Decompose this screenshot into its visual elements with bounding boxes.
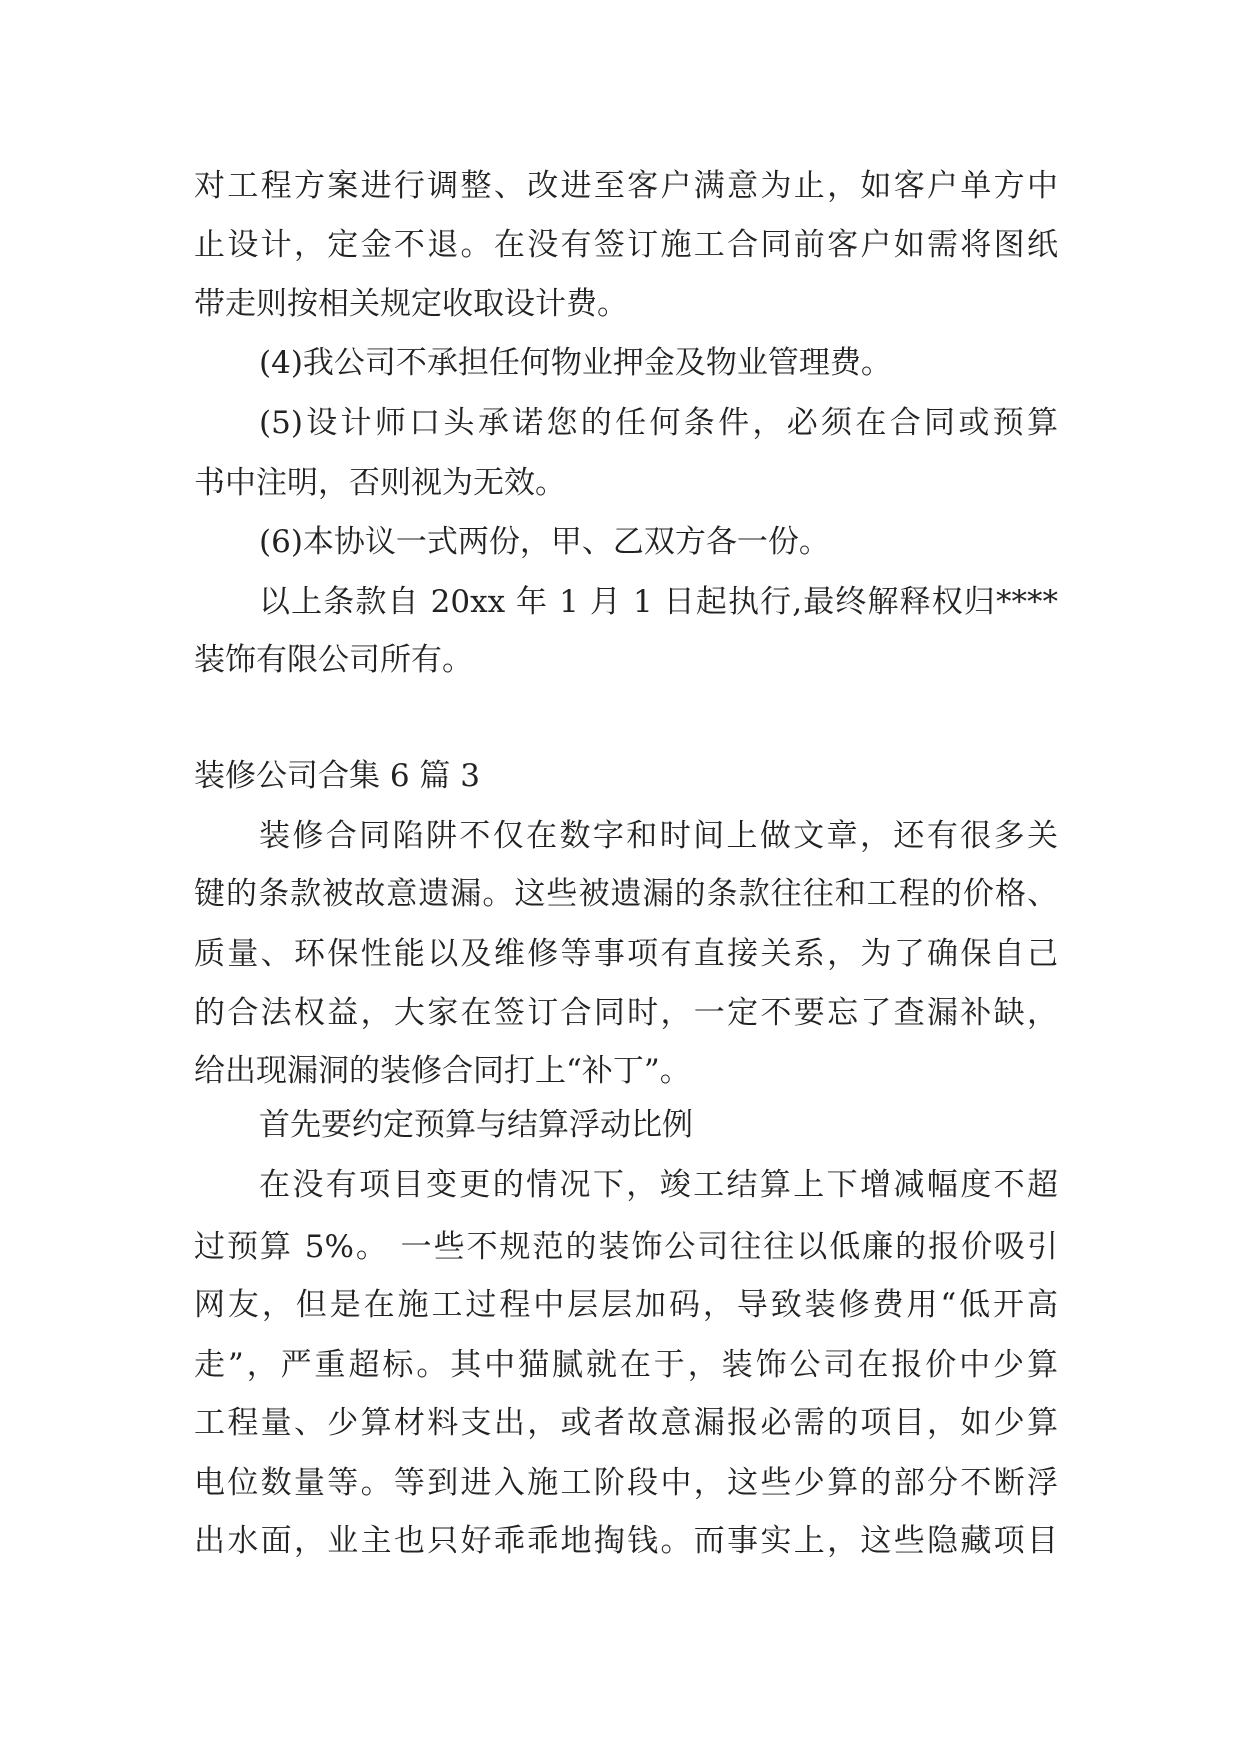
paragraph-line: 质量、环保性能以及维修等事项有直接关系，为了确保自己 xyxy=(194,936,1058,972)
list-item-4: (4)我公司不承担任何物业押金及物业管理费。 xyxy=(259,345,892,381)
paragraph-line: 带走则按相关规定收取设计费。 xyxy=(194,286,628,322)
list-item-5-continued: 书中注明，否则视为无效。 xyxy=(194,465,566,501)
list-item-6: (6)本协议一式两份，甲、乙双方各一份。 xyxy=(259,524,830,560)
closing-line: 装饰有限公司所有。 xyxy=(194,642,473,678)
closing-line: 以上条款自 20xx 年 1 月 1 日起执行,最终解释权归**** xyxy=(259,584,1058,620)
list-item-5: (5)设计师口头承诺您的任何条件，必须在合同或预算 xyxy=(259,405,1058,441)
paragraph-line: 出水面，业主也只好乖乖地掏钱。而事实上，这些隐藏项目 xyxy=(194,1523,1058,1559)
paragraph-line: 走”，严重超标。其中猫腻就在于，装饰公司在报价中少算 xyxy=(194,1347,1058,1383)
paragraph-line: 键的条款被故意遗漏。这些被遗漏的条款往往和工程的价格、 xyxy=(194,876,1058,912)
paragraph-line: 过预算 5%。 一些不规范的装饰公司往往以低廉的报价吸引 xyxy=(194,1229,1058,1265)
subheading: 首先要约定预算与结算浮动比例 xyxy=(259,1107,693,1143)
paragraph-line: 工程量、少算材料支出，或者故意漏报必需的项目，如少算 xyxy=(194,1405,1058,1441)
paragraph-line: 止设计，定金不退。在没有签订施工合同前客户如需将图纸 xyxy=(194,227,1058,263)
paragraph-line: 给出现漏洞的装修合同打上“补丁”。 xyxy=(194,1053,691,1089)
paragraph-line: 网友，但是在施工过程中层层加码，导致装修费用“低开高 xyxy=(194,1287,1058,1323)
paragraph-line: 对工程方案进行调整、改进至客户满意为止，如客户单方中 xyxy=(194,168,1058,204)
paragraph-line: 在没有项目变更的情况下，竣工结算上下增减幅度不超 xyxy=(259,1167,1058,1203)
paragraph-line: 电位数量等。等到进入施工阶段中，这些少算的部分不断浮 xyxy=(194,1465,1058,1501)
section-heading: 装修公司合集 6 篇 3 xyxy=(194,758,481,794)
paragraph-line: 装修合同陷阱不仅在数字和时间上做文章，还有很多关 xyxy=(259,818,1058,854)
paragraph-line: 的合法权益，大家在签订合同时，一定不要忘了查漏补缺， xyxy=(194,995,1058,1031)
